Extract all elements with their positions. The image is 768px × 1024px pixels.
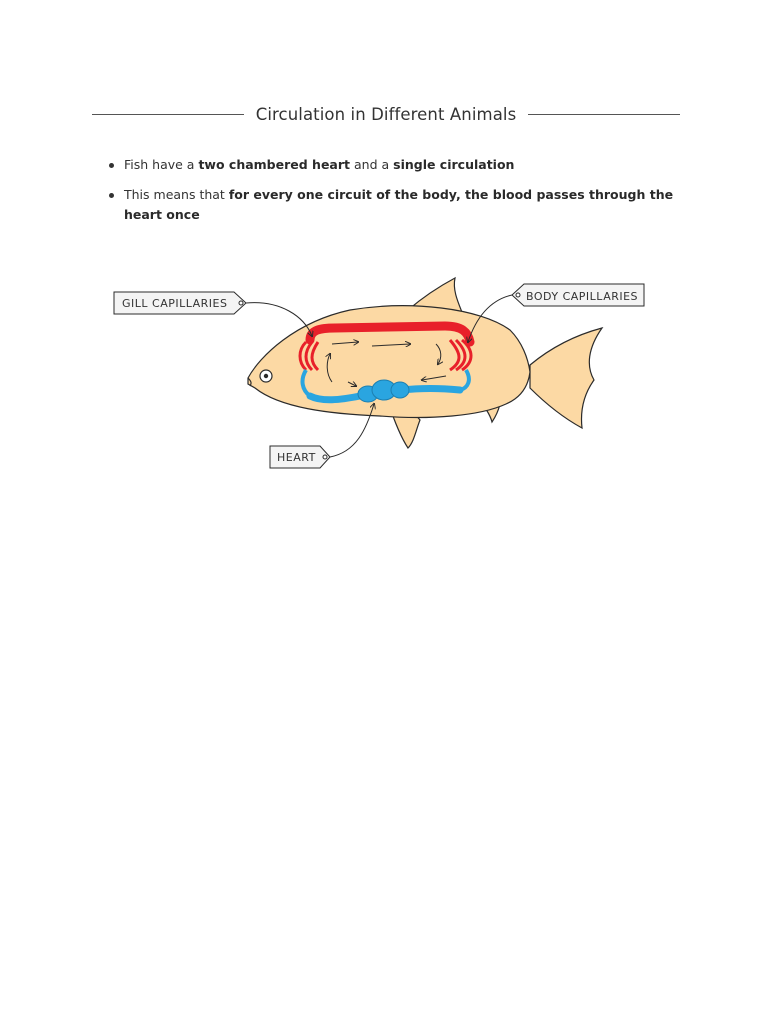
- gill-capillaries-label: [114, 292, 246, 314]
- heart-text: HEART: [277, 451, 316, 464]
- bullet-item: [108, 185, 678, 225]
- fish-circulation-diagram: [110, 270, 650, 480]
- bullet-dot-icon: [109, 193, 114, 198]
- heading-rule-left: [92, 114, 244, 115]
- heading-rule-right: [528, 114, 680, 115]
- fish-pupil: [264, 374, 268, 378]
- bullet-list: [108, 155, 678, 235]
- bullet-text-bold: for every one circuit of the body, the blood passes through the heart once: [124, 187, 674, 222]
- section-heading: [92, 100, 680, 128]
- bullet-text: [124, 157, 514, 172]
- bullet-text-bold: two chambered heart: [198, 157, 351, 172]
- tail-fin: [530, 328, 602, 428]
- bullet-dot-icon: [109, 163, 114, 168]
- body-capillaries-label: [512, 284, 644, 306]
- bullet-item: [108, 155, 678, 175]
- bullet-text-bold: single circulation: [393, 157, 515, 172]
- bullet-text-part: Fish have a: [124, 157, 199, 172]
- bullet-text: [124, 187, 673, 222]
- body-capillaries-text: BODY CAPILLARIES: [526, 290, 639, 303]
- fish-body: [248, 306, 530, 418]
- bullet-text-part: and a: [350, 157, 394, 172]
- page-title: Circulation in Different Animals: [255, 104, 517, 124]
- bullet-text-part: This means that: [124, 187, 229, 202]
- heart-label: [270, 446, 330, 468]
- gill-capillaries-text: GILL CAPILLARIES: [122, 297, 228, 310]
